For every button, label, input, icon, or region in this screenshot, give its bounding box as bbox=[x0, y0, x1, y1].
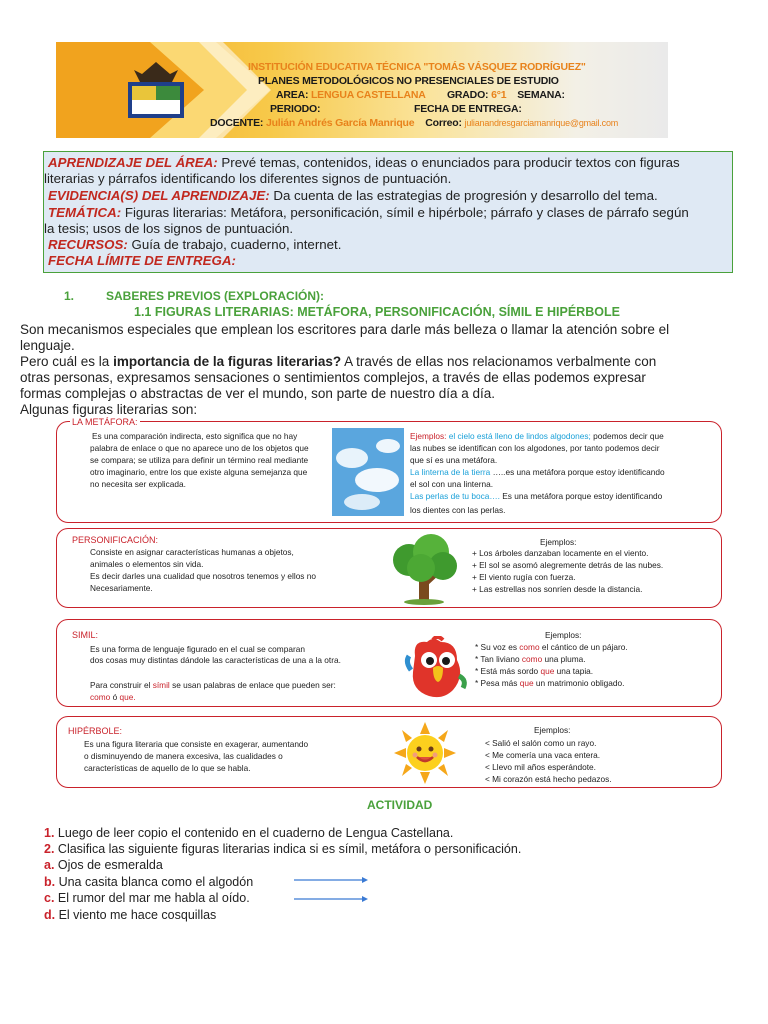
personificacion-desc: Necesariamente. bbox=[90, 583, 153, 593]
personificacion-desc: Es decir darles una cualidad que nosotros tenemos y ellos no bbox=[90, 571, 316, 581]
simil-label: SIMIL: bbox=[72, 630, 99, 640]
activity-item: Una casita blanca como el algodón bbox=[55, 875, 254, 889]
tematica-text-2: la tesis; usos de los signos de puntuación. bbox=[44, 221, 294, 236]
simil-desc: ó bbox=[110, 692, 120, 702]
item-letter: a. bbox=[44, 858, 55, 872]
paragraph: formas complejas o abstractas de ver el mundo, son parte de nuestro día a día. bbox=[20, 386, 496, 401]
aprendizaje-label: APRENDIZAJE DEL ÁREA: bbox=[48, 155, 218, 170]
example-text: < Salió el salón como un rayo. bbox=[485, 738, 597, 748]
item-number: 1. bbox=[44, 826, 55, 840]
info-box bbox=[43, 151, 733, 273]
ejemplos-label: Ejemplos: bbox=[534, 725, 571, 735]
example-highlight: Las perlas de tu boca…. bbox=[410, 491, 500, 501]
example-text: + El viento rugía con fuerza. bbox=[472, 572, 576, 582]
email-value: julianandresgarciamanrique@gmail.com bbox=[464, 118, 619, 128]
simil-desc: dos cosas muy distintas dándole las características de una a la otra. bbox=[90, 655, 341, 665]
institution-name: INSTITUCIÓN EDUCATIVA TÉCNICA "TOMÁS VÁSQUEZ RODRÍGUEZ" bbox=[248, 61, 586, 73]
example-text: el cántico de un pájaro. bbox=[539, 642, 628, 652]
paragraph: Algunas figuras literarias son: bbox=[20, 402, 198, 417]
example-highlight: como bbox=[519, 642, 540, 652]
actividad-title: ACTIVIDAD bbox=[367, 798, 433, 812]
item-letter: d. bbox=[44, 908, 56, 922]
hiperbole-desc: o disminuyendo de manera excesiva, las cualidades o bbox=[84, 751, 283, 761]
ejemplos-label: Ejemplos: bbox=[545, 630, 582, 640]
fecha-limite-label: FECHA LÍMITE DE ENTREGA: bbox=[48, 253, 236, 268]
item-letter: c. bbox=[44, 891, 55, 905]
example-text: < Llevo mil años esperándote. bbox=[485, 762, 596, 772]
period-label: PERIODO: bbox=[270, 103, 321, 115]
item-number: 2. bbox=[44, 842, 55, 856]
example-text: Es una metáfora porque estoy identificando bbox=[499, 491, 663, 501]
evidencia-text: Da cuenta de las estrategias de progresión y desarrollo del tema. bbox=[273, 188, 658, 203]
section-number: 1. bbox=[64, 289, 75, 303]
paragraph: Son mecanismos especiales que emplean los escritores para darle más belleza o llamar la atención sobre el bbox=[20, 322, 670, 337]
example-text: + Los árboles danzaban locamente en el viento. bbox=[472, 548, 649, 558]
activity-item: Ojos de esmeralda bbox=[54, 858, 163, 872]
example-text: podemos decir que bbox=[590, 431, 664, 441]
hiperbole-desc: Es una figura literaria que consiste en exagerar, aumentando bbox=[84, 739, 309, 749]
email-label: Correo: bbox=[425, 117, 462, 129]
activity-item: Luego de leer copio el contenido en el cuaderno de Lengua Castellana. bbox=[54, 826, 454, 840]
school-crest-icon bbox=[122, 60, 190, 120]
sun-icon bbox=[390, 722, 460, 784]
example-highlight: La linterna de la tierra bbox=[410, 467, 491, 477]
example-highlight: que bbox=[519, 678, 534, 688]
aprendizaje-text-2: literarias y párrafos identificando los diferentes signos de puntuación. bbox=[44, 171, 452, 186]
section-subtitle: 1.1 FIGURAS LITERARIAS: METÁFORA, PERSONIFICACIÓN, SÍMIL E HIPÉRBOLE bbox=[134, 305, 620, 319]
metafora-desc: Es una comparación indirecta, esto significa que no hay bbox=[92, 431, 298, 441]
example-text: una pluma. bbox=[542, 654, 586, 664]
activity-item: Clasifica las siguiente figuras literarias indica si es símil, metáfora o personificación. bbox=[54, 842, 522, 856]
example-text: …..es una metáfora porque estoy identificando bbox=[490, 467, 665, 477]
item-letter: b. bbox=[44, 875, 56, 889]
example-text: los dientes con las perlas. bbox=[410, 505, 506, 515]
simil-desc: Es una forma de lenguaje figurado en el cual se comparan bbox=[90, 644, 305, 654]
personificacion-desc: Consiste en asignar características humanas a objetos, bbox=[90, 547, 294, 557]
paragraph: A través de ellas nos relacionamos verbalmente con bbox=[341, 354, 657, 369]
plan-title: PLANES METODOLÓGICOS NO PRESENCIALES DE ESTUDIO bbox=[258, 75, 559, 87]
paragraph: Pero cuál es la bbox=[20, 354, 114, 369]
grade-label: GRADO: bbox=[446, 89, 489, 101]
arrow-icons bbox=[294, 875, 370, 919]
personificacion-desc: animales o elementos sin vida. bbox=[90, 559, 204, 569]
hiperbole-label: HIPÉRBOLE: bbox=[68, 726, 123, 736]
example-text: + El sol se asomó alegremente detrás de las nubes. bbox=[472, 560, 664, 570]
example-text: * Pesa más bbox=[475, 678, 520, 688]
area-label: AREA: bbox=[276, 89, 309, 101]
teacher-label: DOCENTE: bbox=[210, 117, 264, 129]
example-text: * Está más sordo bbox=[475, 666, 541, 676]
activity-item: El rumor del mar me habla al oído. bbox=[54, 891, 250, 905]
activity-item: El viento me hace cosquillas bbox=[55, 908, 217, 922]
evidencia-label: EVIDENCIA(S) DEL APRENDIZAJE: bbox=[48, 188, 270, 203]
example-text: < Mi corazón está hecho pedazos. bbox=[485, 774, 612, 784]
example-text: que sí es una metáfora. bbox=[410, 455, 498, 465]
simil-desc: Para construir el bbox=[90, 680, 153, 690]
paragraph: lenguaje. bbox=[20, 338, 75, 353]
paragraph: otras personas, expresamos sensaciones o sentimientos complejos, a través de ellas podemos expresar bbox=[20, 370, 646, 385]
example-highlight: que bbox=[540, 666, 555, 676]
parrot-icon bbox=[403, 636, 469, 700]
example-text: + Las estrellas nos sonríen desde la distancia. bbox=[472, 584, 643, 594]
area-value: LENGUA CASTELLANA bbox=[310, 89, 426, 101]
tematica-text: Figuras literarias: Metáfora, personificación, símil e hipérbole; párrafo y clases de párrafo según bbox=[124, 205, 689, 220]
ejemplos-label: Ejemplos: bbox=[410, 431, 447, 441]
metafora-desc: se compara; se utiliza para definir un término real mediante bbox=[90, 455, 309, 465]
example-text: las nubes se identifican con los algodones, por tanto podemos decir bbox=[410, 443, 660, 453]
example-highlight: como bbox=[521, 654, 543, 664]
ejemplos-label: Ejemplos: bbox=[540, 537, 577, 547]
example-text: el sol con una linterna. bbox=[410, 479, 494, 489]
metafora-label: LA METÁFORA: bbox=[72, 417, 138, 427]
example-text: un matrimonio obligado. bbox=[533, 678, 625, 688]
metafora-desc: palabra de enlace o que no aparece uno de los objetos que bbox=[90, 443, 309, 453]
example-highlight: el cielo está lleno de lindos algodones; bbox=[448, 431, 591, 441]
simil-highlight: que. bbox=[119, 692, 136, 702]
grade-value: 6°1 bbox=[491, 89, 507, 101]
sky-clouds-image bbox=[332, 428, 404, 516]
section-title: SABERES PREVIOS (EXPLORACIÓN): bbox=[106, 289, 325, 303]
metafora-desc: otro imaginario, entre los que existe alguna semejanza que bbox=[90, 467, 308, 477]
recursos-text: Guía de trabajo, cuaderno, internet. bbox=[131, 237, 342, 252]
teacher-value: Julián Andrés García Manrique bbox=[265, 117, 415, 129]
week-label: SEMANA: bbox=[517, 89, 565, 101]
personificacion-label: PERSONIFICACIÓN: bbox=[72, 535, 159, 545]
simil-highlight: símil bbox=[152, 680, 170, 690]
recursos-label: RECURSOS: bbox=[48, 237, 128, 252]
example-text: < Me comería una vaca entera. bbox=[485, 750, 601, 760]
metafora-desc: no necesita ser explicada. bbox=[90, 479, 186, 489]
delivery-label: FECHA DE ENTREGA: bbox=[414, 103, 522, 115]
importance-bold: importancia de la figuras literarias? bbox=[113, 354, 342, 369]
example-text: una tapia. bbox=[554, 666, 594, 676]
example-text: * Tan liviano bbox=[475, 654, 522, 664]
example-text: * Su voz es bbox=[475, 642, 520, 652]
tree-icon bbox=[387, 534, 461, 606]
hiperbole-desc: características de aquello de lo que se habla. bbox=[84, 763, 251, 773]
simil-highlight: como bbox=[90, 692, 111, 702]
aprendizaje-text: Prevé temas, contenidos, ideas o enunciados para producir textos con figuras bbox=[221, 155, 680, 170]
simil-desc: se usan palabras de enlace que pueden ser: bbox=[169, 680, 336, 690]
tematica-label: TEMÁTICA: bbox=[48, 205, 122, 220]
